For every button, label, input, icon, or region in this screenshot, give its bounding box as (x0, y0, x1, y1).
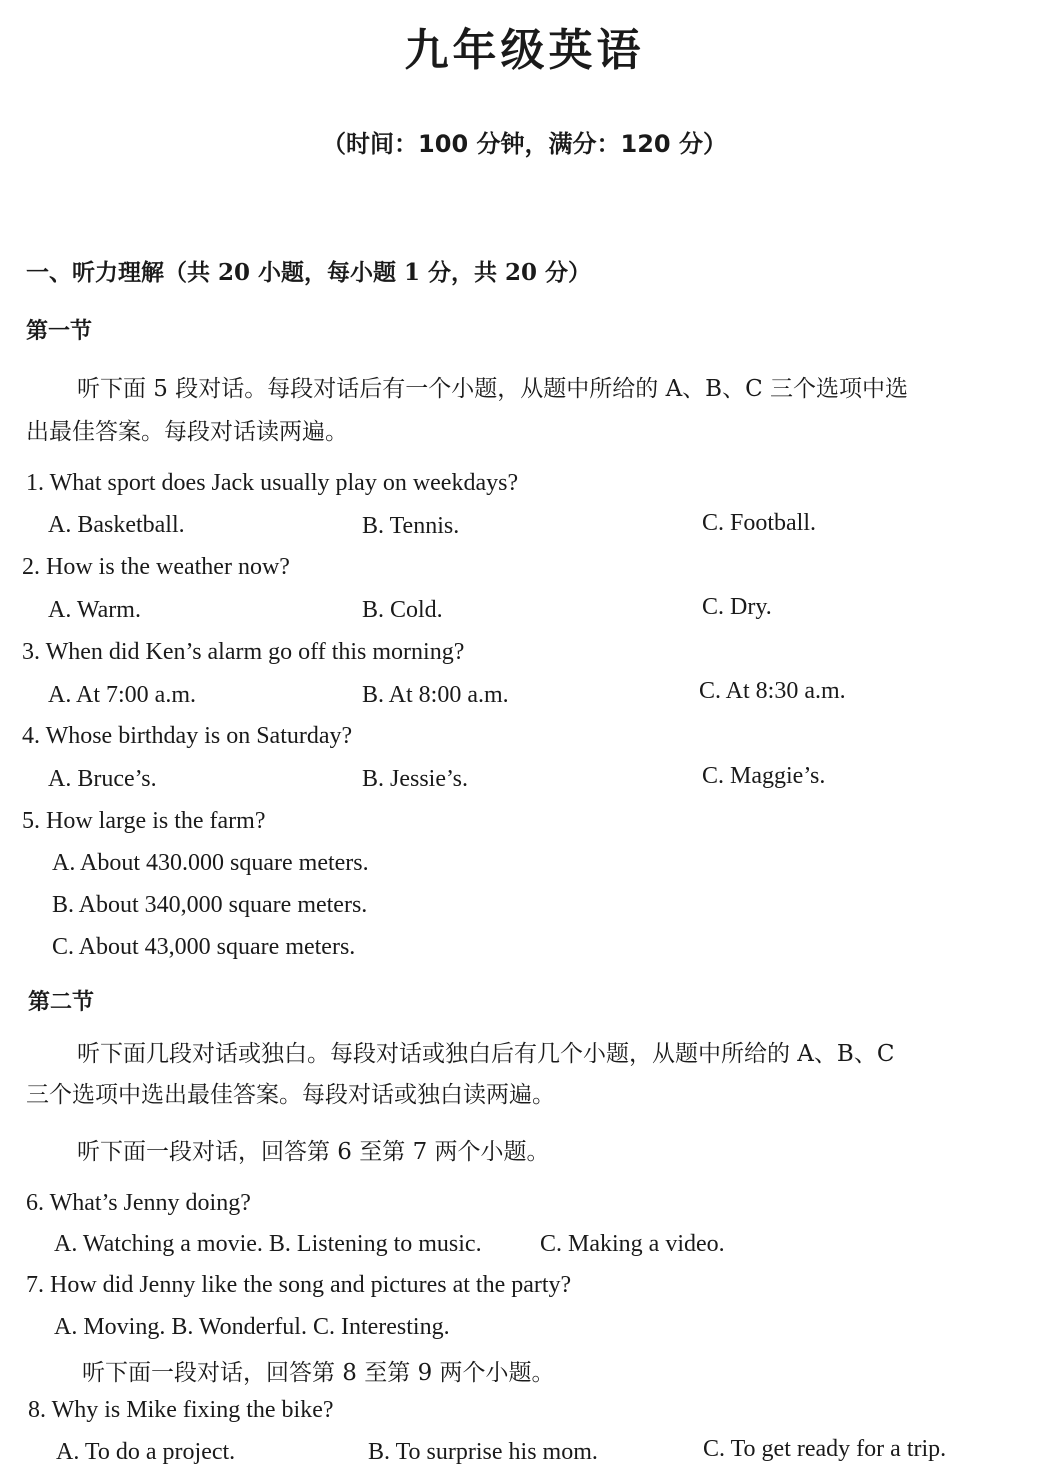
part2-instruction-line2: 三个选项中选出最佳答案。每段对话或独白读两遍。 (26, 1082, 555, 1108)
part1-instruction-line1: 听下面 5 段对话。每段对话后有一个小题，从题中所给的 A、B、C 三个选项中选 (77, 376, 908, 402)
question-stem: 7. How did Jenny like the song and pictures at the party? (26, 1272, 572, 1298)
question-stem: 2. How is the weather now? (22, 554, 290, 580)
question-stem: 3. When did Ken’s alarm go off this morning? (22, 639, 465, 665)
question-stem: 8. Why is Mike fixing the bike? (28, 1397, 334, 1423)
option-c: C. Making a video. (540, 1231, 725, 1257)
part2-label: 第二节 (28, 990, 95, 1015)
option-c: C. To get ready for a trip. (703, 1436, 947, 1462)
option-a: A. Bruce’s. (48, 766, 157, 792)
option-a: A. Warm. (48, 597, 141, 623)
option-b: B. Cold. (362, 597, 443, 623)
option-c: C. Maggie’s. (702, 763, 826, 789)
page-title: 九年级英语 (404, 25, 645, 76)
option-b: B. At 8:00 a.m. (362, 682, 509, 708)
question-stem: 6. What’s Jenny doing? (26, 1190, 251, 1216)
options-line: A. Moving. B. Wonderful. C. Interesting. (54, 1314, 450, 1340)
group-instruction: 听下面一段对话，回答第 6 至第 7 两个小题。 (77, 1139, 550, 1165)
exam-info: （时间：100 分钟，满分：120 分） (322, 130, 727, 158)
group-instruction: 听下面一段对话，回答第 8 至第 9 两个小题。 (82, 1360, 555, 1386)
section-heading: 一、听力理解（共 20 小题，每小题 1 分，共 20 分） (26, 259, 592, 286)
option-c: C. About 43,000 square meters. (52, 934, 356, 960)
part1-label: 第一节 (26, 319, 93, 344)
option-c: C. Football. (702, 510, 817, 536)
option-a: A. About 430.000 square meters. (52, 850, 369, 876)
part1-instruction-line2: 出最佳答案。每段对话读两遍。 (26, 419, 348, 445)
question-stem: 5. How large is the farm? (22, 808, 266, 834)
question-stem: 1. What sport does Jack usually play on weekdays? (26, 470, 519, 496)
option-a: A. At 7:00 a.m. (48, 682, 196, 708)
option-b: B. To surprise his mom. (368, 1439, 598, 1465)
option-a: A. To do a project. (56, 1439, 236, 1465)
options-line: A. Watching a movie. B. Listening to music. (54, 1231, 482, 1257)
option-b: B. Tennis. (362, 513, 460, 539)
option-b: B. About 340,000 square meters. (52, 892, 368, 918)
option-c: C. At 8:30 a.m. (699, 678, 846, 704)
question-stem: 4. Whose birthday is on Saturday? (22, 723, 353, 749)
option-a: A. Basketball. (48, 512, 185, 538)
option-c: C. Dry. (702, 594, 772, 620)
part2-instruction-line1: 听下面几段对话或独白。每段对话或独白后有几个小题，从题中所给的 A、B、C (77, 1041, 895, 1067)
option-b: B. Jessie’s. (362, 766, 469, 792)
